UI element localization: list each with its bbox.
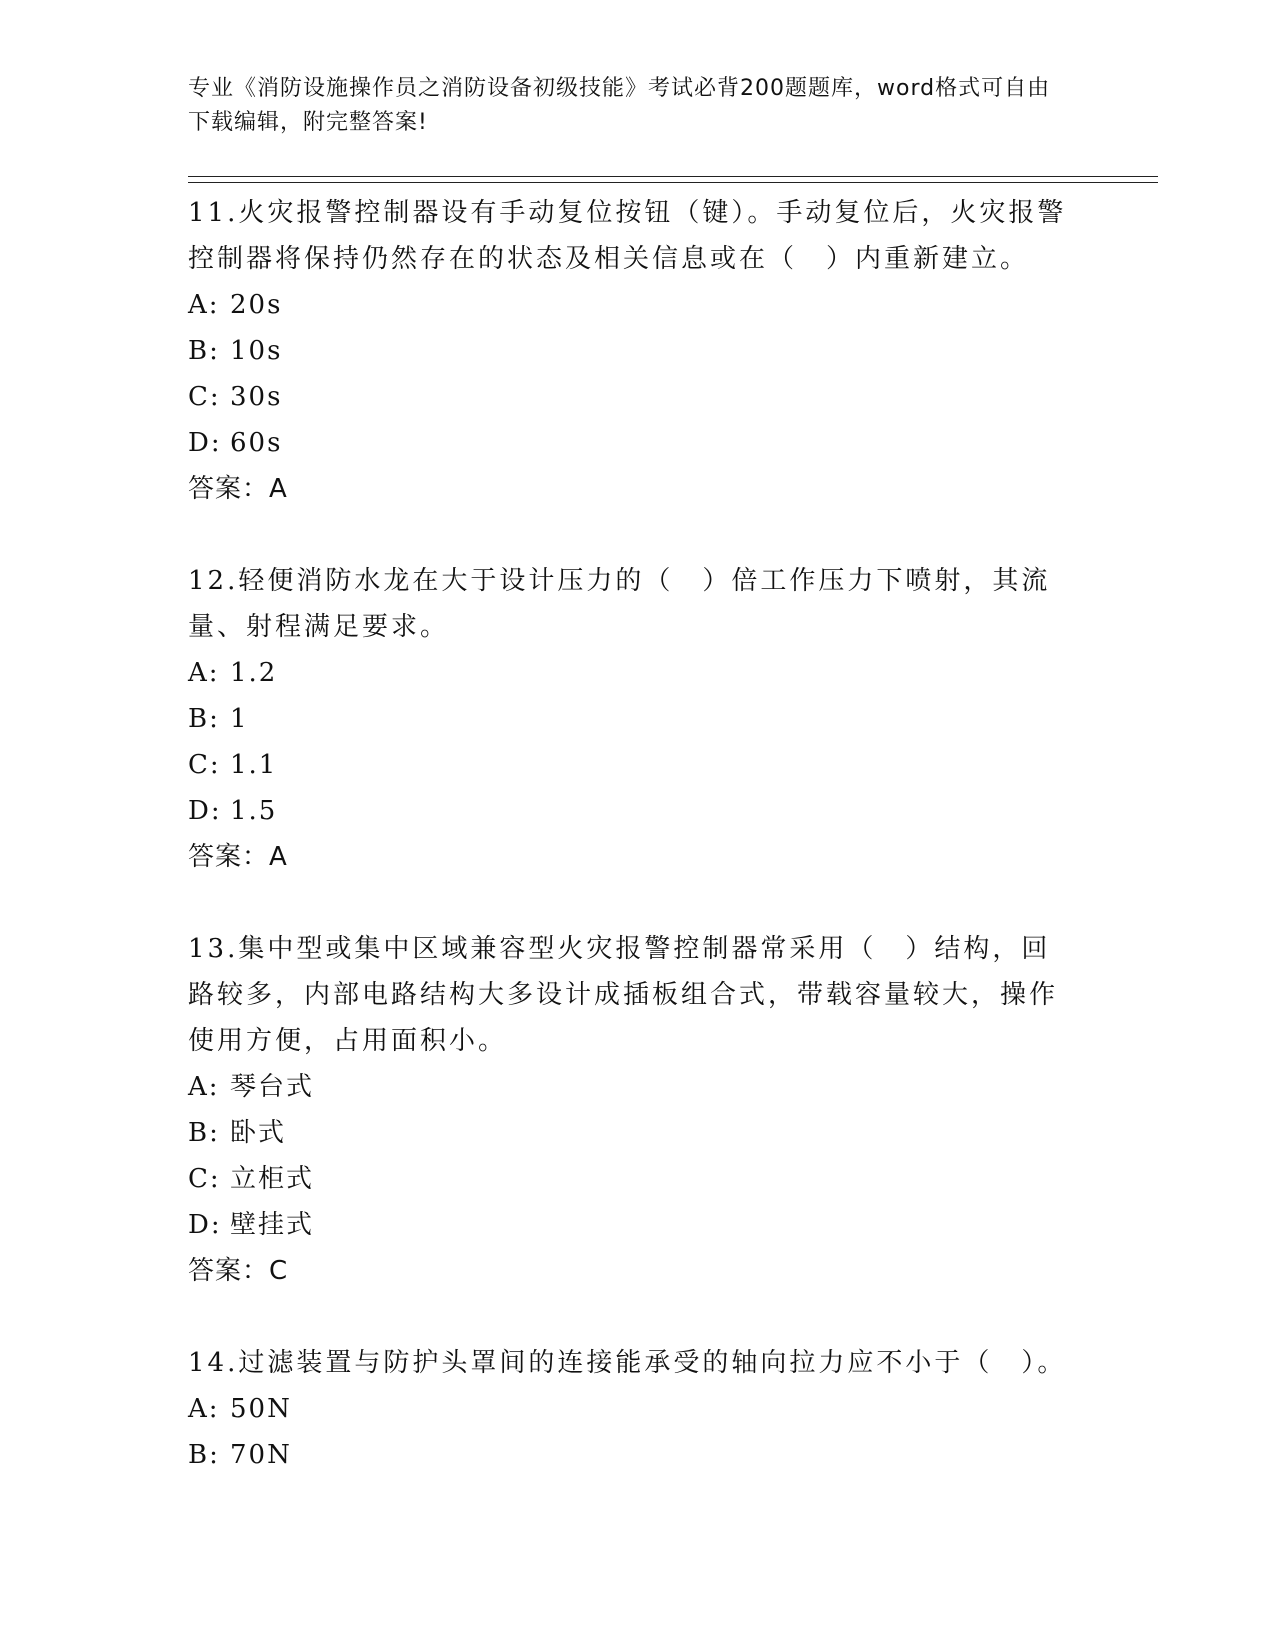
option-a <box>188 1064 1078 1110</box>
option-letter: C: <box>188 382 221 412</box>
option-letter: D: <box>188 796 222 826</box>
answer-line: 答案：C <box>188 1256 289 1286</box>
question-11 <box>188 190 1078 512</box>
option-letter: A: <box>188 290 220 320</box>
option-text: 壁挂式 <box>230 1210 315 1240</box>
option-text: 10s <box>230 336 283 366</box>
option-text: 30s <box>230 382 283 412</box>
option-letter: B: <box>188 1440 220 1470</box>
option-text: 60s <box>230 428 283 458</box>
option-a <box>188 1386 1078 1432</box>
header-divider-bottom <box>188 182 1158 183</box>
option-text: 琴台式 <box>230 1072 315 1102</box>
option-b <box>188 696 1078 742</box>
option-letter: C: <box>188 750 221 780</box>
question-14 <box>188 1340 1078 1478</box>
option-a <box>188 282 1078 328</box>
option-a <box>188 650 1078 696</box>
option-text: 20s <box>230 290 283 320</box>
option-text: 50N <box>230 1394 292 1424</box>
option-d <box>188 1202 1078 1248</box>
option-b <box>188 328 1078 374</box>
header-divider-top <box>188 176 1158 177</box>
option-c <box>188 374 1078 420</box>
option-letter: A: <box>188 658 220 688</box>
option-text: 70N <box>230 1440 292 1470</box>
question-stem: 14.过滤装置与防护头罩间的连接能承受的轴向拉力应不小于（ ）。 <box>188 1348 1067 1378</box>
option-text: 1.1 <box>230 750 278 780</box>
option-letter: A: <box>188 1394 220 1424</box>
question-stem: 12.轻便消防水龙在大于设计压力的（ ）倍工作压力下喷射，其流量、射程满足要求。 <box>188 566 1051 642</box>
option-letter: B: <box>188 1118 220 1148</box>
option-d <box>188 420 1078 466</box>
question-12 <box>188 558 1078 880</box>
answer-line: 答案：A <box>188 474 288 504</box>
option-d <box>188 788 1078 834</box>
option-text: 立柜式 <box>230 1164 315 1194</box>
option-c <box>188 1156 1078 1202</box>
option-text: 1.5 <box>230 796 278 826</box>
option-text: 卧式 <box>230 1118 287 1148</box>
option-b <box>188 1110 1078 1156</box>
option-text: 1 <box>230 704 249 734</box>
option-letter: C: <box>188 1164 221 1194</box>
option-text: 1.2 <box>230 658 278 688</box>
question-13 <box>188 926 1078 1294</box>
option-letter: D: <box>188 428 222 458</box>
option-letter: D: <box>188 1210 222 1240</box>
question-list <box>188 190 1078 1524</box>
question-stem: 13.集中型或集中区域兼容型火灾报警控制器常采用（ ）结构，回路较多，内部电路结构大多设计成插板组合式，带载容量较大，操作使用方便，占用面积小。 <box>188 934 1059 1056</box>
option-letter: B: <box>188 704 220 734</box>
option-c <box>188 742 1078 788</box>
option-letter: B: <box>188 336 220 366</box>
answer-line: 答案：A <box>188 842 288 872</box>
option-b <box>188 1432 1078 1478</box>
question-stem: 11.火灾报警控制器设有手动复位按钮（键）。手动复位后，火灾报警控制器将保持仍然存在的状态及相关信息或在（ ）内重新建立。 <box>188 198 1067 274</box>
option-letter: A: <box>188 1072 220 1102</box>
document-header: 专业《消防设施操作员之消防设备初级技能》考试必背200题题库，word格式可自由下载编辑，附完整答案! <box>188 76 1051 135</box>
